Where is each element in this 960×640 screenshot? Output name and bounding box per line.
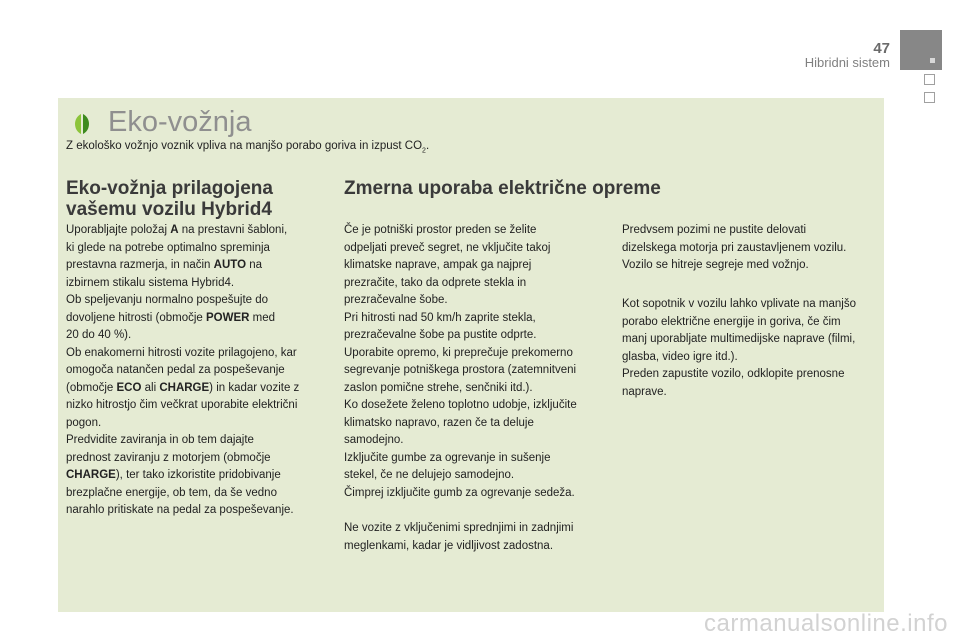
mid-line: Uporabite opremo, ki preprečuje prekomerno [344,346,573,359]
page-title: Eko-vožnja [108,106,252,138]
watermark: carmanualsonline.info [704,610,948,637]
intro-main: Z ekološko vožnjo voznik vpliva na manjšo porabo goriva in izpust CO [66,140,423,152]
left-line: Predvidite zaviranja in ob tem dajajte [66,434,254,446]
chapter-tab-empty-2[interactable] [924,92,935,103]
left-line: CHARGE), ter tako izkoristite pridobivanje [66,469,281,481]
left-line: ki glede na potrebe optimalno spreminja [66,241,270,254]
mid-line: Izključite gumbe za ogrevanje in sušenje [344,451,551,464]
left-line: prestavna razmerja, in način AUTO na [66,259,263,271]
chapter-tab-empty-1[interactable] [924,74,935,85]
left-line: pogon. [66,416,102,429]
chapter-tab-active[interactable] [900,30,942,70]
mid-line: samodejno. [344,434,404,446]
far-line: Preden zapustite vozilo, odklopite prenosne [622,368,845,380]
intro-text [66,140,429,154]
section-title: Hibridni sistem [804,55,890,70]
left-line: prednost zaviranju z motorjem (območje [66,451,271,464]
far-line: porabo električne energije in goriva, če čim [622,315,841,328]
left-line: 20 do 40 %). [66,329,132,341]
mid-line: segrevanje potniškega prostora (zatemnitveni [344,364,577,376]
mid-line: Če je potniški prostor preden se želite [344,224,537,236]
far-line: manj uporabljate multimedijske naprave (filmi, [622,333,856,345]
left-heading-line1: Eko-vožnja prilagojena [66,178,273,199]
mid-line: Pri hitrosti nad 50 km/h zaprite stekla, [344,311,536,324]
left-line: Ob enakomerni hitrosti vozite prilagojeno, kar [66,346,297,359]
eco-leaf-icon [71,112,93,136]
left-column [66,222,336,520]
mid-line: klimatsko napravo, razen če ta deluje [344,416,534,429]
intro-end: . [425,140,430,152]
mid-bottom-line: meglenkami, kadar je vidljivost zadostna. [344,539,554,552]
left-line: dovoljene hitrosti (območje POWER med [66,311,276,324]
mid-line: Čimprej izključite gumb za ogrevanje sedeža. [344,486,575,499]
left-line: (območje ECO ali CHARGE) in kadar vozite z [66,381,300,394]
mid-line: odpeljati preveč segret, ne vključite takoj [344,241,551,254]
left-line: Uporabljajte položaj A na prestavni šabloni, [66,224,288,236]
far-line: Vozilo se hitreje segreje med vožnjo. [622,259,809,271]
middle-column-bottom [344,520,609,555]
mid-line: zaslon pomične strehe, senčniki itd.). [344,381,533,394]
mid-line: prezračite, tako da odprete stekla in [344,276,527,289]
mid-line: stekel, če ne delujejo samodejno. [344,469,515,481]
far-line: naprave. [622,385,667,398]
right-column-bottom [622,296,880,401]
middle-column [344,222,609,502]
co2-subscript: 2 [422,147,426,155]
mid-line: prezračevalne šobe. [344,294,448,306]
far-line: glasba, video igre itd.). [622,350,738,363]
mid-bottom-line: Ne vozite z vključenimi sprednjimi in zadnjimi [344,522,574,534]
far-line: Predvsem pozimi ne pustite delovati [622,224,807,236]
left-line: Ob speljevanju normalno pospešujte do [66,294,269,306]
left-heading-line2: vašemu vozilu Hybrid4 [66,199,272,220]
left-line: narahlo pritiskate na pedal za pospeševanje. [66,504,294,516]
right-column-top [622,222,880,275]
left-line: brezplačne energije, ob tem, da še vedno [66,486,277,499]
mid-line: prezračevalne šobe pa pustite odprte. [344,329,537,341]
left-line: izbirnem stikalu sistema Hybrid4. [66,276,235,289]
tab-marker [930,58,935,63]
mid-line: klimatske naprave, ampak ga najprej [344,259,532,271]
left-heading [66,178,273,220]
far-line: dizelskega motorja pri zaustavljenem vozilu. [622,241,847,254]
far-line: Kot sopotnik v vozilu lahko vplivate na manjšo [622,298,856,310]
right-heading: Zmerna uporaba električne opreme [344,178,661,199]
left-line: nizko hitrostjo čim večkrat uporabite električni [66,399,298,411]
mid-line: Ko dosežete želeno toplotno udobje, izključite [344,399,577,411]
page-number: 47 [873,40,890,57]
left-line: omogoča natančen pedal za pospeševanje [66,364,285,376]
